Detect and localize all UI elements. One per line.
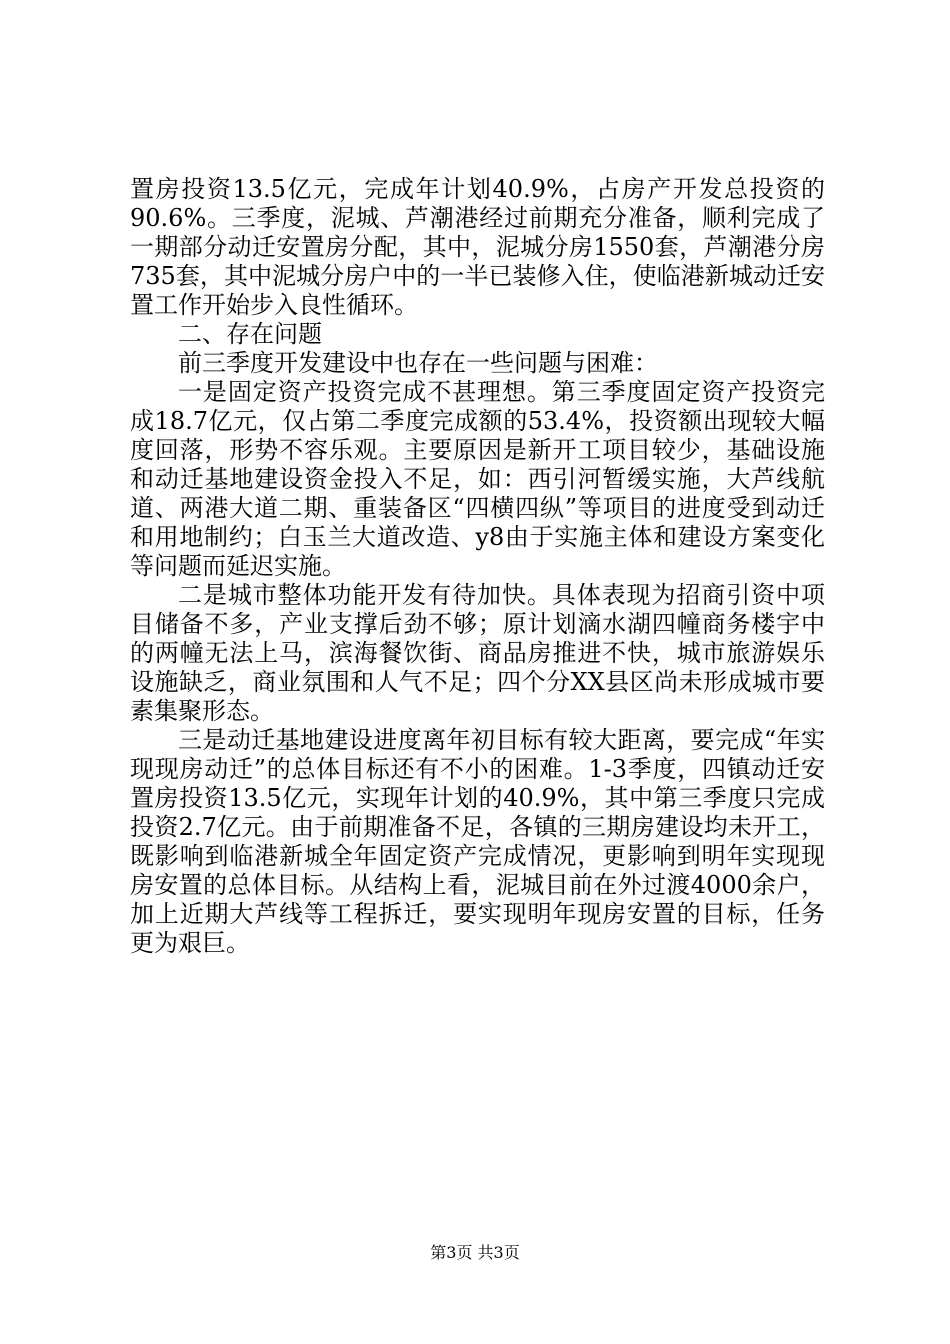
document-body [130,175,825,958]
paragraph-continuation: 置房投资13.5亿元，完成年计划40.9%，占房产开发总投资的90.6%。三季度，泥城、芦潮港经过前期充分准备，顺利完成了一期部分动迁安置房分配，其中，泥城分房1550套，芦潮港分房735套，其中泥城分房户中的一半已装修入住，使临港新城动迁安置工作开始步入良性循环。 [130,175,825,319]
section-heading: 二、存在问题 [178,320,322,348]
paragraph-issue-2: 二是城市整体功能开发有待加快。具体表现为招商引资中项目储备不多，产业支撑后劲不够；原计划滴水湖四幢商务楼宇中的两幢无法上马，滨海餐饮街、商品房推进不快，城市旅游娱乐设施缺乏，商业氛围和人气不足；四个分XX县区尚未形成城市要素集聚形态。 [130,581,825,725]
paragraph-issue-3: 三是动迁基地建设进度离年初目标有较大距离，要完成“年实现现房动迁”的总体目标还有不小的困难。1-3季度，四镇动迁安置房投资13.5亿元，实现年计划的40.9%，其中第三季度只完成投资2.7亿元。由于前期准备不足，各镇的三期房建设均未开工，既影响到临港新城全年固定资产完成情况，更影响到明年实现现房安置的总体目标。从结构上看，泥城目前在外过渡4000余户，加上近期大芦线等工程拆迁，要实现明年现房安置的目标，任务更为艰巨。 [130,726,825,957]
paragraph-intro: 前三季度开发建设中也存在一些问题与困难： [178,349,658,377]
paragraph-issue-1: 一是固定资产投资完成不甚理想。第三季度固定资产投资完成18.7亿元，仅占第二季度完成额的53.4%，投资额出现较大幅度回落，形势不容乐观。主要原因是新开工项目较少，基础设施和动迁基地建设资金投入不足，如：西引河暂缓实施，大芦线航道、两港大道二期、重装备区“四横四纵”等项目的进度受到动迁和用地制约；白玉兰大道改造、y8由于实施主体和建设方案变化等问题而延迟实施。 [130,378,825,580]
page-footer: 第3页 共3页 [430,1243,520,1262]
